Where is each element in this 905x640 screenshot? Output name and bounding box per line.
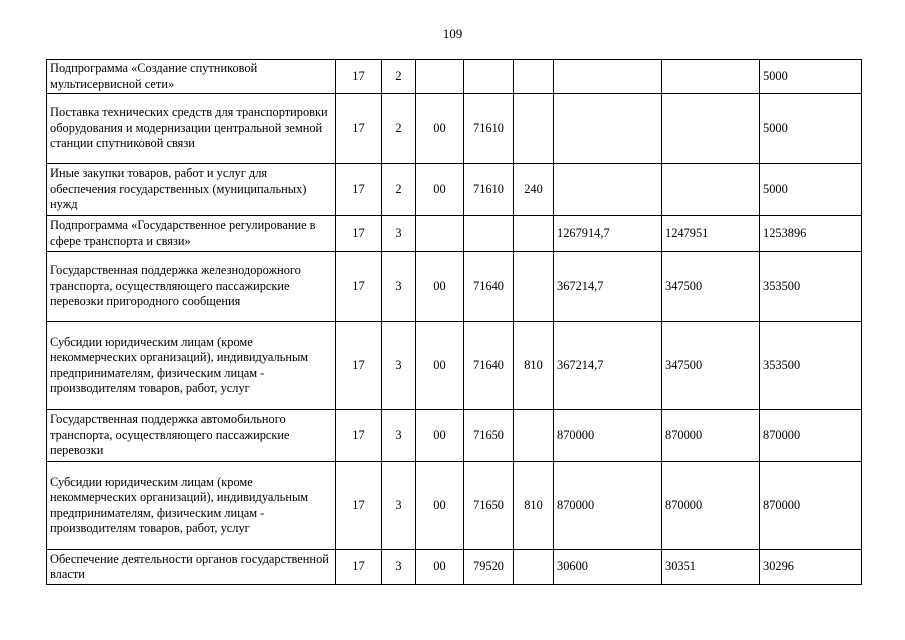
row-name: Поставка технических средств для транспортировки оборудования и модернизации центральной земной станции спутниковой связи [47,94,336,164]
amount-year-2 [662,164,760,216]
section-code: 17 [336,462,382,550]
program-prefix [416,60,464,94]
target-item-code: 71640 [464,322,514,410]
subsection-code: 3 [382,322,416,410]
amount-year-1: 367214,7 [554,252,662,322]
target-item-code: 79520 [464,550,514,585]
section-code: 17 [336,550,382,585]
row-name: Подпрограмма «Создание спутниковой мультисервисной сети» [47,60,336,94]
program-prefix [416,216,464,252]
amount-year-3: 353500 [760,252,862,322]
row-name: Подпрограмма «Государственное регулирование в сфере транспорта и связи» [47,216,336,252]
subsection-code: 3 [382,550,416,585]
subsection-code: 3 [382,410,416,462]
expense-type-code: 240 [514,164,554,216]
amount-year-3: 5000 [760,60,862,94]
expense-type-code [514,550,554,585]
page-number: 109 [442,26,463,41]
amount-year-2: 30351 [662,550,760,585]
table-row [47,252,862,322]
amount-year-3: 5000 [760,94,862,164]
target-item-code: 71610 [464,164,514,216]
subsection-code: 2 [382,94,416,164]
subsection-code: 3 [382,252,416,322]
expense-type-code: 810 [514,322,554,410]
amount-year-2: 1247951 [662,216,760,252]
row-name: Государственная поддержка автомобильного транспорта, осуществляющего пассажирские перевозки [47,410,336,462]
program-prefix: 00 [416,322,464,410]
table-row [47,462,862,550]
subsection-code: 3 [382,216,416,252]
amount-year-1 [554,60,662,94]
section-code: 17 [336,94,382,164]
subsection-code: 2 [382,60,416,94]
section-code: 17 [336,164,382,216]
expense-type-code [514,94,554,164]
amount-year-2: 347500 [662,252,760,322]
subsection-code: 2 [382,164,416,216]
table-row [47,60,862,94]
target-item-code [464,60,514,94]
amount-year-3: 1253896 [760,216,862,252]
budget-table [46,59,862,585]
program-prefix: 00 [416,94,464,164]
row-name: Субсидии юридическим лицам (кроме некоммерческих организаций), индивидуальным предпринимателям, физическим лицам - производителям товаров, работ, услуг [47,322,336,410]
table-row [47,94,862,164]
amount-year-1: 30600 [554,550,662,585]
amount-year-2: 870000 [662,410,760,462]
expense-type-code [514,216,554,252]
table-row [47,550,862,585]
amount-year-3: 30296 [760,550,862,585]
program-prefix: 00 [416,252,464,322]
amount-year-1: 870000 [554,410,662,462]
amount-year-2: 870000 [662,462,760,550]
program-prefix: 00 [416,410,464,462]
amount-year-1 [554,164,662,216]
program-prefix: 00 [416,462,464,550]
amount-year-3: 870000 [760,410,862,462]
expense-type-code [514,252,554,322]
section-code: 17 [336,410,382,462]
amount-year-2 [662,60,760,94]
target-item-code: 71610 [464,94,514,164]
amount-year-3: 870000 [760,462,862,550]
amount-year-1 [554,94,662,164]
table-row [47,216,862,252]
amount-year-1: 1267914,7 [554,216,662,252]
table-row [47,410,862,462]
target-item-code: 71640 [464,252,514,322]
section-code: 17 [336,216,382,252]
expense-type-code [514,410,554,462]
table-row [47,164,862,216]
section-code: 17 [336,252,382,322]
table-body [47,60,862,585]
expense-type-code: 810 [514,462,554,550]
row-name: Государственная поддержка железнодорожного транспорта, осуществляющего пассажирские перевозки пригородного сообщения [47,252,336,322]
amount-year-1: 870000 [554,462,662,550]
expense-type-code [514,60,554,94]
amount-year-2: 347500 [662,322,760,410]
target-item-code [464,216,514,252]
table-row [47,322,862,410]
amount-year-3: 353500 [760,322,862,410]
section-code: 17 [336,322,382,410]
amount-year-3: 5000 [760,164,862,216]
row-name: Обеспечение деятельности органов государственной власти [47,550,336,585]
section-code: 17 [336,60,382,94]
amount-year-1: 367214,7 [554,322,662,410]
program-prefix: 00 [416,164,464,216]
target-item-code: 71650 [464,462,514,550]
amount-year-2 [662,94,760,164]
subsection-code: 3 [382,462,416,550]
row-name: Субсидии юридическим лицам (кроме некоммерческих организаций), индивидуальным предпринимателям, физическим лицам - производителям товаров, работ, услуг [47,462,336,550]
target-item-code: 71650 [464,410,514,462]
row-name: Иные закупки товаров, работ и услуг для обеспечения государственных (муниципальных) нужд [47,164,336,216]
program-prefix: 00 [416,550,464,585]
